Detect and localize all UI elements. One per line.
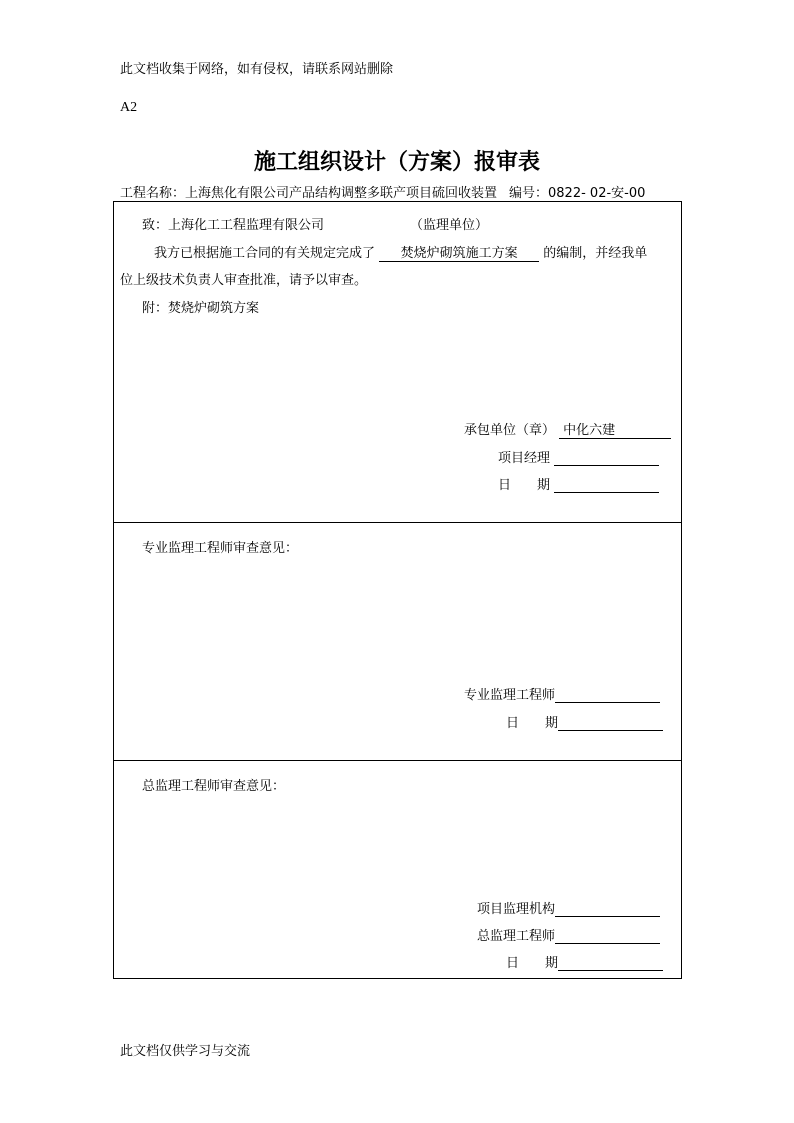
addressee-prefix: 致： [142,218,169,233]
submission-paragraph [154,242,647,262]
chief-date-field[interactable] [558,955,663,971]
specialist-date-field[interactable] [558,715,663,731]
chief-date-label: 日 期 [506,956,559,971]
page-title: 施工组织设计（方案）报审表 [253,149,540,175]
contractor-label: 承包单位（章） [464,423,556,438]
specialist-heading: 专业监理工程师审查意见： [142,541,299,556]
project-name: 工程名称：上海焦化有限公司产品结构调整多联产项目硫回收装置 [120,186,498,201]
manager-field[interactable] [554,450,659,466]
chief-date-line [506,952,663,971]
paragraph-prefix: 我方已根据施工合同的有关规定完成了 [154,246,376,261]
project-line [120,182,645,201]
addressee-line [142,214,324,233]
specialist-engineer-label: 专业监理工程师 [464,688,556,703]
specialist-signature-line [464,684,660,703]
contractor-line [464,419,671,439]
document-code: A2 [120,100,138,115]
date-field-1[interactable] [554,477,659,493]
chief-line [477,925,660,944]
attachment-line: 附：焚烧炉砌筑方案 [142,301,260,316]
date-label-1: 日 期 [498,478,551,493]
specialist-date-label: 日 期 [506,716,559,731]
addressee-name: 上海化工工程监理有限公司 [168,218,325,233]
specialist-date-line [506,712,663,731]
chief-field[interactable] [555,928,660,944]
org-line [477,898,660,917]
submission-section [114,202,681,522]
paragraph-suffix: 的编制，并经我单 [543,246,648,261]
specialist-engineer-field[interactable] [555,687,660,703]
org-field[interactable] [555,901,660,917]
chief-heading: 总监理工程师审查意见： [142,779,286,794]
chief-review-section [114,760,681,979]
contractor-field[interactable]: 中化六建 [559,419,671,439]
footer-note: 此文档仅供学习与交流 [120,1044,251,1059]
approval-form [113,201,682,979]
manager-line [498,447,659,466]
manager-label: 项目经理 [498,451,551,466]
date-line-1 [498,474,659,493]
addressee-role: （监理单位） [410,218,489,233]
header-note: 此文档收集于网络，如有侵权，请联系网站删除 [120,62,394,77]
chief-label: 总监理工程师 [477,929,556,944]
project-number: 编号：0822- 02-安-00 [509,186,646,201]
plan-name-field[interactable]: 焚烧炉砌筑施工方案 [379,242,539,262]
specialist-review-section [114,522,681,761]
org-label: 项目监理机构 [477,902,556,917]
paragraph-line-2: 位上级技术负责人审查批准，请予以审查。 [120,273,368,288]
